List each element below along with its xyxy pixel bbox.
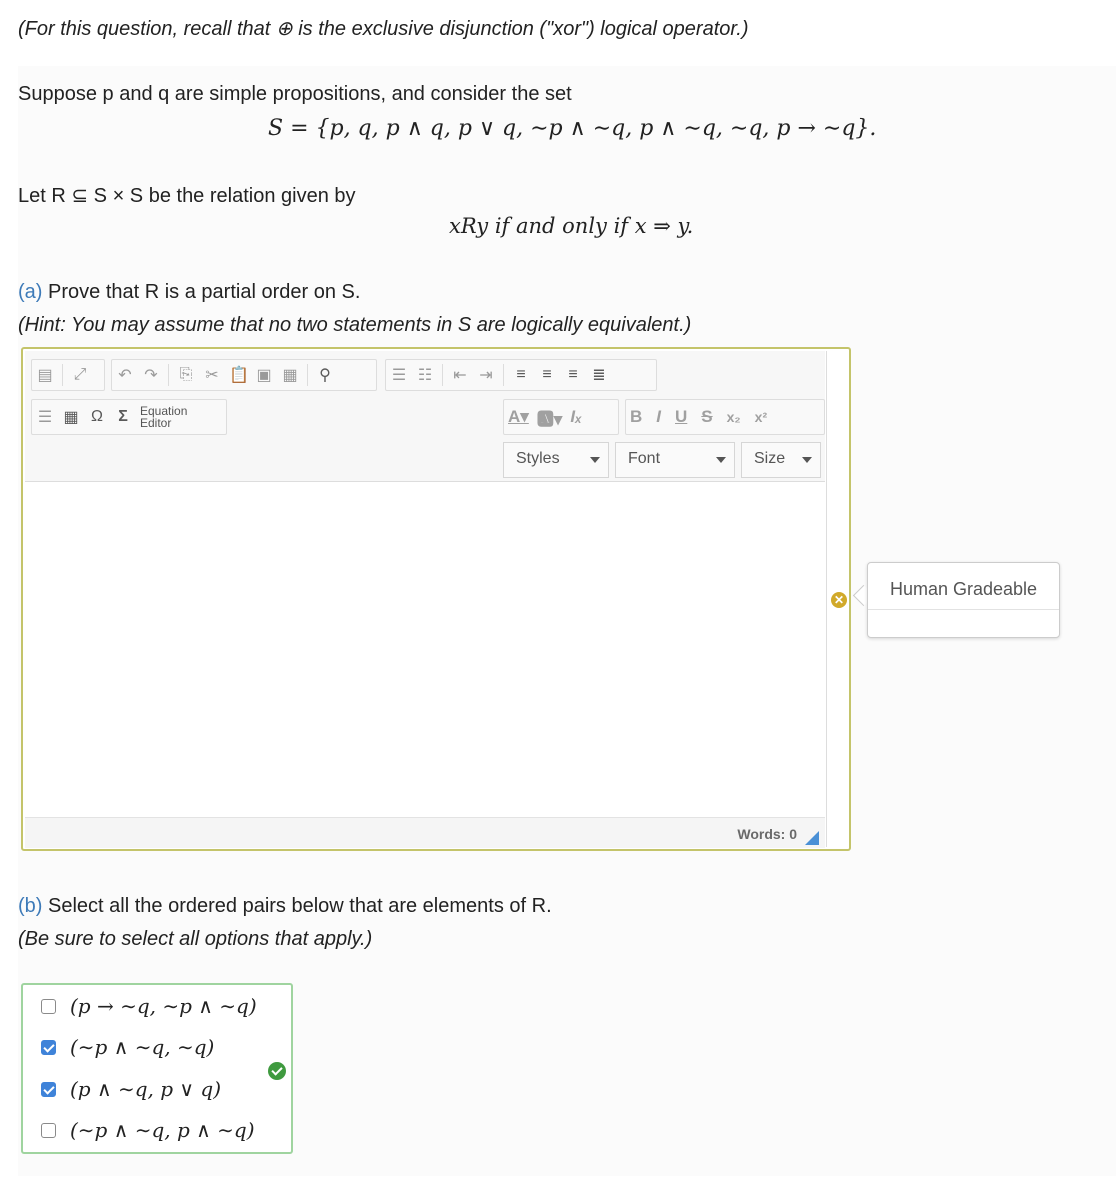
indent-icon[interactable]: ⇥ — [479, 367, 493, 384]
text-color-icon[interactable]: A▾ — [508, 407, 529, 426]
option-3-checkbox[interactable] — [41, 1082, 56, 1097]
source-icon[interactable]: ▤ — [37, 367, 53, 384]
part-a-text: Prove that R is a partial order on S. — [48, 281, 361, 303]
format-group — [625, 399, 825, 435]
underline-icon[interactable]: U — [675, 407, 688, 426]
answer-editor[interactable] — [21, 347, 851, 851]
equation-editor-button[interactable] — [140, 405, 187, 429]
edit-group — [111, 359, 377, 391]
remove-format-icon[interactable]: Iₓ — [570, 407, 582, 426]
styles-dropdown[interactable] — [503, 442, 609, 478]
part-b-text: Select all the ordered pairs below that are elements of R. — [48, 895, 552, 917]
part-a-prompt — [18, 281, 360, 304]
set-display: S = {p, q, p ∧ q, p ∨ q, ∼p ∧ ∼q, p ∧ ∼q, ∼q, p → ∼q}. — [268, 116, 877, 141]
maximize-icon[interactable]: ⤢ — [73, 366, 87, 383]
redo-icon[interactable]: ↷ — [144, 367, 158, 384]
size-dropdown-label: Size — [754, 450, 786, 467]
part-b-label: (b) — [18, 895, 43, 917]
align-right-icon[interactable]: ≡ — [568, 366, 578, 383]
superscript-icon[interactable]: x² — [754, 409, 768, 425]
resize-handle-icon[interactable] — [805, 831, 819, 845]
editor-status-bar — [25, 817, 825, 848]
paragraph-group — [385, 359, 657, 391]
correct-check-icon — [268, 1062, 286, 1080]
incorrect-icon[interactable]: ✕ — [831, 592, 847, 608]
paste-word-icon[interactable]: ▦ — [282, 367, 298, 384]
bullet-list-icon[interactable]: ☷ — [417, 367, 433, 384]
outdent-icon[interactable]: ⇤ — [453, 367, 467, 384]
align-center-icon[interactable]: ≡ — [542, 366, 552, 383]
insert-group — [31, 399, 227, 435]
italic-icon[interactable]: I — [656, 407, 662, 426]
size-dropdown[interactable] — [741, 442, 821, 478]
option-1[interactable] — [41, 994, 257, 1018]
bold-icon[interactable]: B — [630, 407, 643, 426]
tooltip-text: Human Gradeable — [868, 563, 1059, 610]
strikethrough-icon[interactable]: S — [701, 407, 713, 426]
option-1-label: (p → ∼q, ∼p ∧ ∼q) — [70, 994, 257, 1018]
part-b-hint: (Be sure to select all options that apply.) — [18, 928, 373, 950]
option-4[interactable] — [41, 1118, 255, 1142]
table-icon[interactable]: ▦ — [63, 409, 79, 426]
chevron-down-icon — [802, 457, 812, 463]
equation-editor-label: Equation — [140, 404, 188, 418]
align-left-icon[interactable]: ≡ — [516, 366, 526, 383]
view-group — [31, 359, 105, 391]
subscript-icon[interactable]: x₂ — [726, 409, 741, 425]
option-1-checkbox[interactable] — [41, 999, 56, 1014]
part-b-prompt — [18, 895, 552, 918]
option-3-label: (p ∧ ∼q, p ∨ q) — [70, 1077, 221, 1101]
option-2-label: (∼p ∧ ∼q, ∼q) — [70, 1035, 215, 1059]
part-a-label: (a) — [18, 281, 43, 303]
font-dropdown[interactable] — [615, 442, 735, 478]
undo-icon[interactable]: ↶ — [118, 367, 132, 384]
word-count: Words: 0 — [737, 826, 797, 842]
relation-definition: xRy if and only if x ⇒ y. — [449, 214, 694, 238]
styles-dropdown-label: Styles — [516, 450, 560, 467]
option-3[interactable] — [41, 1077, 221, 1101]
numbered-list-icon[interactable]: ☰ — [391, 367, 407, 384]
part-a-hint: (Hint: You may assume that no two statements in S are logically equivalent.) — [18, 314, 692, 336]
chevron-down-icon — [716, 457, 726, 463]
paste-text-icon[interactable]: ▣ — [256, 367, 272, 384]
horizontal-rule-icon[interactable]: ☰ — [37, 409, 53, 426]
chevron-down-icon — [590, 457, 600, 463]
search-icon[interactable]: ⚲ — [319, 367, 331, 384]
option-4-checkbox[interactable] — [41, 1123, 56, 1138]
setup-text: Suppose p and q are simple propositions, and consider the set — [18, 83, 572, 105]
options-group — [21, 983, 293, 1154]
background-color-icon[interactable]: 🅰▾ — [536, 409, 563, 429]
font-dropdown-label: Font — [628, 450, 661, 467]
align-justify-icon[interactable]: ≣ — [592, 367, 606, 384]
cut-icon[interactable]: ✂ — [205, 367, 219, 384]
editor-text-area[interactable] — [25, 482, 825, 816]
option-2-checkbox[interactable] — [41, 1040, 56, 1055]
intro-note: (For this question, recall that ⊕ is the exclusive disjunction ("xor") logical operator.) — [18, 18, 749, 40]
special-char-icon[interactable]: Ω — [91, 408, 103, 425]
paste-icon[interactable]: 📋 — [229, 367, 249, 384]
option-4-label: (∼p ∧ ∼q, p ∧ ∼q) — [70, 1118, 255, 1142]
grading-tooltip — [867, 562, 1060, 638]
equation-editor-sublabel: Editor — [140, 416, 172, 430]
copy-icon[interactable]: ⎘ — [179, 366, 193, 383]
editor-toolbar — [25, 351, 825, 482]
sigma-icon[interactable]: Σ — [118, 408, 128, 425]
relation-text: Let R ⊆ S × S be the relation given by — [18, 185, 356, 207]
color-group — [503, 399, 619, 435]
option-2[interactable] — [41, 1035, 214, 1059]
